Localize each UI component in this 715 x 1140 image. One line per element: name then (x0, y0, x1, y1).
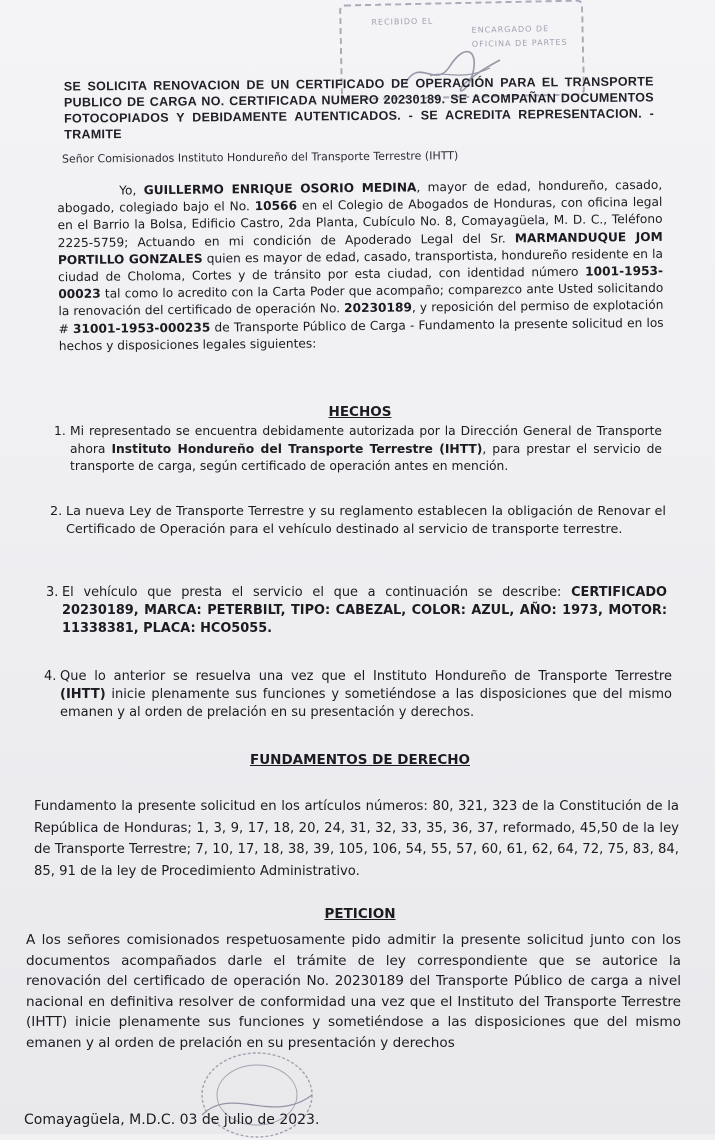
addressee: Señor Comisionados Instituto Hondureño del Transporte Terrestre (IHTT) (61, 149, 459, 166)
stamp-text: ENCARGADO DE (471, 24, 550, 35)
permit-number: 31001-1953-000235 (72, 320, 211, 336)
identity-number: 1001-1953-00023 (58, 263, 664, 302)
document-subject: SE SOLICITA RENOVACION DE UN CERTIFICADO DE OPERACIÓN PARA EL TRANSPORTE PUBLICO DE CARGA NO. CERTIFICADA NUMERO 20230189. SE ACOMPAÑAN DOCUMENTOS FOTOCOPIADOS Y DEBIDAMENTE AUTENTICADOS. - SE ACREDITA REPRESENTACION. - TRAMITE (63, 74, 655, 142)
stamp-text: OFICINA DE PARTES (471, 37, 568, 49)
document-date: Comayagüela, M.D.C. 03 de julio de 2023. (24, 1112, 320, 1128)
intro-paragraph: Yo, GUILLERMO ENRIQUE OSORIO MEDINA, mayor de edad, hondureño, casado, abogado, colegiado bajo el No. 10566 en el Colegio de Abogados de Honduras, con oficina legal en el Barrio la Bolsa, Edificio Castro, 2da Planta, Cubículo No. 8, Comayagüela, M. D. C., Teléfono 2225-5759; Actuando en mi condición de Apoderado Legal del Sr. MARMANDUQUE JOM PORTILLO GONZALES quien es mayor de edad, casado, transportista, hondureño residente en la ciudad de Choloma, Cortes y de tránsito por esta ciudad, con identidad número 1001-1953-00023 tal como lo acredito con la Carta Poder que acompaño; comparezco ante Usted solicitando la renovación del certificado de operación No. 20230189, y reposición del permiso de explotación # 31001-1953-000235 de Transporte Público de Carga - Fundamento la presente solicitud en los hechos y disposiciones legales siguientes: (57, 177, 664, 353)
fundamentos-paragraph: Fundamento la presente solicitud en los artículos números: 80, 321, 323 de la Constitución de la República de Honduras; 1, 3, 9, 17, 18, 20, 24, 31, 32, 33, 35, 36, 37, reformado, 45,50 de la ley de Transporte Terrestre; 7, 10, 17, 18, 38, 39, 105, 106, 54, 55, 57, 60, 61, 62, 64, 72, 75, 83, 84, 85, 91 de la ley de Procedimiento Administrativo. (34, 799, 679, 879)
hechos-item: 3. El vehículo que presta el servicio el que a continuación se describe: CERTIFICADO 20230189, MARCA: PETERBILT, TIPO: CABEZAL, COLOR: AZUL, AÑO: 1973, MOTOR: 11338381, PLACA: HCO5055. (46, 585, 667, 636)
lawyer-name: GUILLERMO ENRIQUE OSORIO MEDINA (143, 180, 417, 198)
hechos-item: 4. Que lo anterior se resuelva una vez que el Instituto Hondureño de Transporte Terrestre (IHTT) inicie plenamente sus funciones y sometiéndose a las disposiciones que del mismo emanen y al orden de prelación en su presentación y derechos. (44, 669, 672, 720)
peticion-title: PETICION (324, 906, 396, 922)
hechos-item: 2. La nueva Ley de Transporte Terrestre y su reglamento establecen la obligación de Renovar el Certificado de Operación para el vehículo destinado al servicio de transporte terrestre. (50, 504, 666, 537)
certificate-number: 20230189 (344, 300, 413, 316)
hechos-title: HECHOS (328, 404, 392, 420)
colegiado-number: 10566 (254, 198, 298, 214)
client-name: MARMANDUQUE JOM PORTILLO GONZALES (57, 229, 663, 267)
fundamentos-title: FUNDAMENTOS DE DERECHO (249, 752, 471, 768)
peticion-paragraph: A los señores comisionados respetuosamente pido admitir la presente solicitud junto con los documentos acompañados darle el trámite de ley correspondiente que se autorice la renovación del certificado de operación No. 20230189 del Transporte Público de carga a nivel nacional en definitiva resolver de conformidad una vez que el Instituto del Transporte Terrestre (IHTT) inicie plenamente sus funciones y sometiéndose a las disposiciones que del mismo emanen y al orden de prelación en su presentación y derechos (26, 932, 681, 1051)
hechos-item: 1. Mi representado se encuentra debidamente autorizada por la Dirección General de Transporte ahora Instituto Hondureño del Transporte Terrestre (IHTT), para prestar el servicio de transporte de carga, según certificado de operación antes en mención. (54, 424, 662, 473)
stamp-text: RECIBIDO EL (371, 16, 434, 27)
